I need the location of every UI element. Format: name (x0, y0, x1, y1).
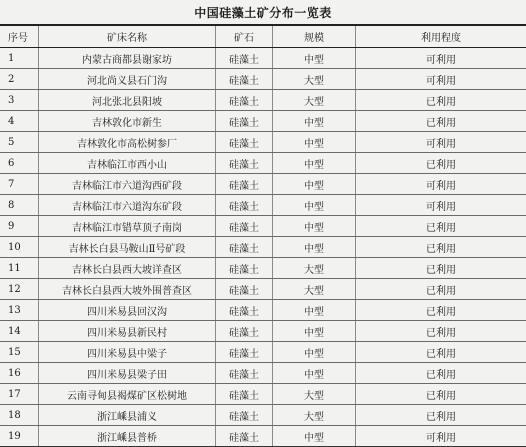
cell-utilization: 已利用 (356, 405, 526, 426)
cell-deposit-name: 四川米易县梁子田 (39, 363, 216, 384)
header-name: 矿床名称 (39, 25, 216, 48)
cell-ore: 硅藻土 (216, 363, 273, 384)
cell-scale: 中型 (273, 111, 356, 132)
cell-deposit-name: 吉林长白县西大坡详查区 (39, 258, 216, 279)
table-row (0, 69, 526, 90)
table-row (0, 363, 526, 384)
cell-no: 10 (0, 237, 39, 258)
table-row (0, 342, 526, 363)
cell-utilization: 已利用 (356, 237, 526, 258)
table-title: 中国硅藻土矿分布一览表 (0, 4, 526, 21)
cell-deposit-name: 河北张北县阳坡 (39, 90, 216, 111)
cell-no: 16 (0, 363, 39, 384)
cell-ore: 硅藻土 (216, 174, 273, 195)
cell-no: 19 (0, 426, 39, 447)
cell-deposit-name: 吉林敦化市高松树参厂 (39, 132, 216, 153)
cell-deposit-name: 云南寻甸县褐煤矿区松树地 (39, 384, 216, 405)
cell-no: 12 (0, 279, 39, 300)
table-row (0, 216, 526, 237)
header-use: 利用程度 (356, 25, 526, 48)
cell-deposit-name: 吉林临江市错草顶子南岗 (39, 216, 216, 237)
cell-utilization: 已利用 (356, 300, 526, 321)
cell-utilization: 已利用 (356, 363, 526, 384)
cell-deposit-name: 四川米易县新民村 (39, 321, 216, 342)
cell-scale: 中型 (273, 363, 356, 384)
cell-scale: 大型 (273, 384, 356, 405)
table-row (0, 426, 526, 447)
cell-scale: 中型 (273, 48, 356, 69)
cell-no: 17 (0, 384, 39, 405)
table-row (0, 174, 526, 195)
cell-ore: 硅藻土 (216, 90, 273, 111)
cell-utilization: 已利用 (356, 342, 526, 363)
cell-scale: 中型 (273, 174, 356, 195)
cell-scale: 大型 (273, 279, 356, 300)
cell-deposit-name: 吉林临江市西小山 (39, 153, 216, 174)
cell-scale: 中型 (273, 216, 356, 237)
cell-deposit-name: 吉林长白县马鞍山Ⅱ号矿段 (39, 237, 216, 258)
cell-scale: 大型 (273, 90, 356, 111)
cell-utilization: 可利用 (356, 132, 526, 153)
cell-scale: 大型 (273, 258, 356, 279)
cell-ore: 硅藻土 (216, 132, 273, 153)
cell-no: 14 (0, 321, 39, 342)
cell-deposit-name: 浙江嵊县普桥 (39, 426, 216, 447)
header-scale: 规模 (273, 25, 356, 48)
table-row (0, 90, 526, 111)
header-no: 序号 (0, 25, 39, 48)
cell-no: 13 (0, 300, 39, 321)
cell-no: 5 (0, 132, 39, 153)
cell-ore: 硅藻土 (216, 258, 273, 279)
cell-ore: 硅藻土 (216, 153, 273, 174)
cell-scale: 中型 (273, 132, 356, 153)
cell-deposit-name: 河北尚义县石门沟 (39, 69, 216, 90)
cell-deposit-name: 吉林长白县西大坡外围普查区 (39, 279, 216, 300)
cell-utilization: 已利用 (356, 258, 526, 279)
cell-ore: 硅藻土 (216, 384, 273, 405)
table-row (0, 132, 526, 153)
cell-ore: 硅藻土 (216, 279, 273, 300)
table-row (0, 279, 526, 300)
cell-ore: 硅藻土 (216, 426, 273, 447)
table-row (0, 48, 526, 69)
cell-deposit-name: 浙江嵊县浦义 (39, 405, 216, 426)
cell-ore: 硅藻土 (216, 48, 273, 69)
cell-no: 11 (0, 258, 39, 279)
table-row (0, 300, 526, 321)
cell-deposit-name: 四川米易县回汉沟 (39, 300, 216, 321)
cell-utilization: 可利用 (356, 69, 526, 90)
cell-no: 15 (0, 342, 39, 363)
table-row (0, 195, 526, 216)
cell-utilization: 可利用 (356, 426, 526, 447)
cell-no: 2 (0, 69, 39, 90)
table-row (0, 384, 526, 405)
cell-utilization: 已利用 (356, 384, 526, 405)
cell-no: 18 (0, 405, 39, 426)
cell-deposit-name: 四川米易县中梁子 (39, 342, 216, 363)
table-row (0, 237, 526, 258)
table-row (0, 258, 526, 279)
cell-utilization: 已利用 (356, 279, 526, 300)
cell-ore: 硅藻土 (216, 300, 273, 321)
cell-scale: 大型 (273, 405, 356, 426)
header-ore: 矿石 (216, 25, 273, 48)
cell-utilization: 已利用 (356, 321, 526, 342)
cell-utilization: 可利用 (356, 174, 526, 195)
cell-no: 6 (0, 153, 39, 174)
cell-deposit-name: 吉林敦化市新生 (39, 111, 216, 132)
cell-no: 1 (0, 48, 39, 69)
cell-no: 9 (0, 216, 39, 237)
cell-ore: 硅藻土 (216, 216, 273, 237)
cell-deposit-name: 吉林临江市六道沟东矿段 (39, 195, 216, 216)
cell-ore: 硅藻土 (216, 69, 273, 90)
table-row (0, 321, 526, 342)
cell-utilization: 已利用 (356, 90, 526, 111)
table-row (0, 153, 526, 174)
cell-scale: 中型 (273, 195, 356, 216)
table-row (0, 405, 526, 426)
cell-scale: 中型 (273, 300, 356, 321)
cell-no: 7 (0, 174, 39, 195)
cell-utilization: 可利用 (356, 48, 526, 69)
deposit-table (0, 24, 526, 447)
cell-scale: 中型 (273, 237, 356, 258)
cell-ore: 硅藻土 (216, 237, 273, 258)
table-header-row (0, 25, 526, 48)
cell-no: 8 (0, 195, 39, 216)
cell-deposit-name: 吉林临江市六道沟西矿段 (39, 174, 216, 195)
cell-no: 4 (0, 111, 39, 132)
cell-utilization: 已利用 (356, 111, 526, 132)
cell-ore: 硅藻土 (216, 195, 273, 216)
cell-ore: 硅藻土 (216, 321, 273, 342)
table-row (0, 111, 526, 132)
cell-no: 3 (0, 90, 39, 111)
cell-scale: 中型 (273, 321, 356, 342)
cell-scale: 中型 (273, 426, 356, 447)
cell-utilization: 已利用 (356, 153, 526, 174)
cell-deposit-name: 内蒙古商都县谢家坊 (39, 48, 216, 69)
cell-utilization: 已利用 (356, 216, 526, 237)
cell-ore: 硅藻土 (216, 111, 273, 132)
cell-scale: 中型 (273, 342, 356, 363)
cell-scale: 中型 (273, 153, 356, 174)
cell-utilization: 可利用 (356, 195, 526, 216)
cell-scale: 大型 (273, 69, 356, 90)
cell-ore: 硅藻土 (216, 405, 273, 426)
cell-ore: 硅藻土 (216, 342, 273, 363)
